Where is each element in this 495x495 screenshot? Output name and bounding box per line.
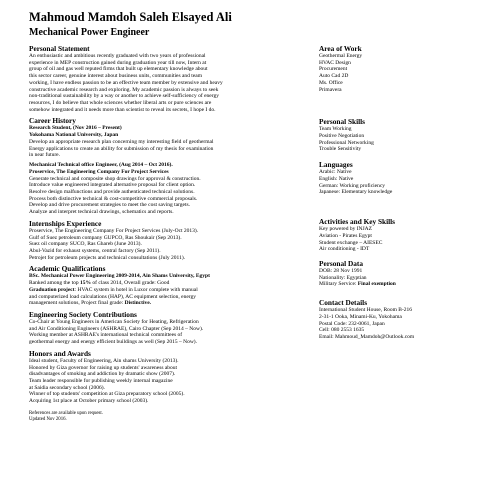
text-line: Resolve design malfunctions and provide authenticated technical solutions. [29,188,195,195]
text-line [29,280,312,287]
text-line: Abul-Vazid for exhaust systems, central factory (Sep 2011). [29,247,161,254]
list-item: Japanese: Elementary knowledge [319,189,393,196]
text-line: experience in MEP construction gained during graduation year till now, Intern at [29,59,207,66]
career-history-body [29,125,312,215]
updated-note: Updated Nov 2016. [29,416,67,422]
text-line: somehow integrated and it needs more than scientist to reveal its secrets, I hope I do. [29,106,216,113]
degree: BSc. Mechanical Power Engineering 2009-2014, Ain Shams University, Egypt [29,273,210,280]
list-item: Team Working [319,126,352,133]
text-line: Ideal student, Faculty of Engineering, Ain shams University (2013). [29,357,179,364]
military-label: Military Service: [319,281,358,288]
academic-heading: Academic Qualifications [29,264,106,274]
text-line: geothermal energy and energy efficient buildings as well (Sep 2015 – Now). [29,339,198,346]
address-line: International Student House, Room B-216 [319,307,413,314]
list-item: Arabic: Native [319,169,352,176]
honors-body [29,358,312,405]
address-line: 2-31-1 Ooka, Minami-Ku, Yokohama [319,313,402,320]
phone-number: Cell: 080 2553 1635 [319,327,365,334]
spacer [319,93,485,114]
languages-list [319,169,485,196]
spacer [319,253,485,256]
text-line: working, I have endless passion to be an effective team member by extensive and heavy [29,79,223,86]
list-item: Student exchange – AIESEC [319,239,383,246]
list-item: Procurement [319,66,348,73]
text-line: Winner of top students' competition at Giza preparatory school (2005). [29,391,185,398]
text-line: resources, I do believe that whole sciences whether liberal arts or pure sciences are [29,100,212,107]
text-line: in near future. [29,152,60,159]
text-line: Suez oil company SUCO, Ras Ghareb (June 2013). [29,241,142,248]
list-item: Key powered by INJAZ [319,226,372,233]
grade-text: of class 2014, Overall grade: Good [91,280,170,287]
activities-list [319,226,485,253]
text-line: Proservice, The Engineering Company For Project Services (July-Oct 2013). [29,227,199,234]
spacer [319,153,485,157]
personal-skills-heading: Personal Skills [319,117,366,127]
project-label: Graduation project [29,286,75,293]
list-item: HVAC Design [319,59,351,66]
text-line: this sector career, genuine interest about business units, communities and team [29,73,202,80]
text-line: group of oil and gas well reputed firms that built up elementary knowledge about [29,66,208,73]
job-role: Mechanical Technical office Engineer, (Aug 2014 – Oct 2016). [29,162,173,169]
right-column [319,44,485,341]
internships-heading: Internships Experience [29,218,102,228]
text-line: and computerized load calculations (HAP), AC equipment selection, energy [29,293,196,300]
list-item: Ms. Office [319,79,343,86]
references-note: References are available upon request. [29,410,103,416]
project-text: : HVAC system in hotel in Luxor complete with manual [74,286,198,293]
spacer [319,288,485,295]
honors-heading: Honors and Awards [29,348,91,358]
text-line: Develop and drive procurement strategies to meet the cost saving targets. [29,202,191,209]
text-line: Honored by Giza governor for raising up students' awareness about [29,364,178,371]
list-item: Trouble Sensitivity [319,146,362,153]
text-line: Energy applications to create an ability for submission of my thesis for examination [29,145,214,152]
text-line: disadvantages of smoking and addiction by dramatic show (2007). [29,371,176,378]
text-line [29,287,312,294]
personal-statement-heading: Personal Statement [29,44,90,53]
personal-skills-list [319,126,485,153]
career-history-heading: Career History [29,116,76,126]
list-item: Geothermal Energy [319,53,363,59]
contact-list [319,307,485,341]
text-line: Acquiring 1st place at October primary school (2003). [29,398,149,405]
list-item: Aviation - Pirates Egypt [319,232,372,239]
area-of-work-heading: Area of Work [319,44,362,53]
email-address: Email: Mahmoud_Mamdoh@Outlook.com [319,333,415,340]
job-title: Mechanical Power Engineer [29,27,150,38]
text-line: An enthusiastic and ambitious recently graduated with two years of professional [29,53,206,59]
list-item: Auto Cad 2D [319,73,349,80]
military-service [319,281,485,288]
list-item: Professional Networking [319,139,374,146]
text-line: Process both distinctive technical & cost-competitive commercial proposals. [29,195,198,202]
contact-heading: Contact Details [319,298,368,308]
list-item: German: Working proficiency [319,182,386,189]
text-line: Analyze and interpret technical drawings, schematics and reports. [29,209,174,216]
languages-heading: Languages [319,160,353,170]
job-organization: Proservice, The Engineering Company For Project Services [29,168,169,175]
society-body [29,319,312,346]
text-line: Petrojet for petroleum projects and technical consultations (July 2011). [29,254,186,261]
project-grade-value: Distinctive. [124,300,152,307]
list-item: Primavera [319,86,342,93]
text-line: Gulf of Suez petroleum company GUPCO, Ras Shoukair (Sep 2013). [29,234,182,241]
internships-body [29,228,312,262]
job-role: Research Student, (Nov 2016 – Present) [29,125,122,132]
society-heading: Engineering Society Contributions [29,310,137,319]
left-column [29,44,312,423]
rank-value: 15% [80,280,92,287]
rank-text: Ranked among the top [29,280,81,287]
applicant-name: Mahmoud Mamdoh Saleh Elsayed Ali [29,10,232,24]
area-of-work-list [319,53,485,93]
list-item: Air conditioning - IDT [319,246,370,253]
text-line [29,300,312,307]
personal-statement-body [29,53,312,113]
personal-data-list [319,268,485,288]
footer-notes [29,411,312,423]
military-value: Final exemption [357,281,396,288]
postal-code: Postal Code: 232-0061, Japan [319,320,385,327]
list-item: Positive Negotiation [319,133,365,140]
nationality: Nationality: Egyptian [319,274,367,281]
list-item: English: Native [319,175,354,182]
spacer [319,196,485,214]
text-line: Co-Chair at Young Engineers in American Society for Heating, Refrigeration [29,319,199,325]
text-line: Introduce value engineered integrated alternative proposal for client option. [29,182,196,189]
job-organization: Yokohama National University, Japan [29,132,119,139]
text-line: Develop an appropriate research plan concerning my interesting field of geothermal [29,138,214,145]
text-line: Generate technical and composite shop drawings for approval & construction. [29,175,201,182]
text-line: Team leader responsible for publishing weekly internal magazine [29,378,173,385]
project-grade-text: management solutions, Project final grade: [29,300,125,307]
text-line: and Air Conditioning Engineers (ASHRAE), Cairo Chapter (Sep 2014 – Now). [29,325,204,332]
text-line: non-traditional sustainability by a way or another to achieve self-sufficiency of energy [29,93,219,100]
date-of-birth: DOB: 28 Nov 1991 [319,267,363,274]
text-line: at Saidia secondary school (2006). [29,384,105,391]
academic-body [29,273,312,307]
text-line: Working member at ASHRAE's international technical committees of [29,332,183,339]
text-line: constructive academic research and exploring. My academic passion is always to seek [29,86,219,93]
activities-heading: Activities and Key Skills [319,217,396,227]
personal-data-heading: Personal Data [319,258,363,268]
